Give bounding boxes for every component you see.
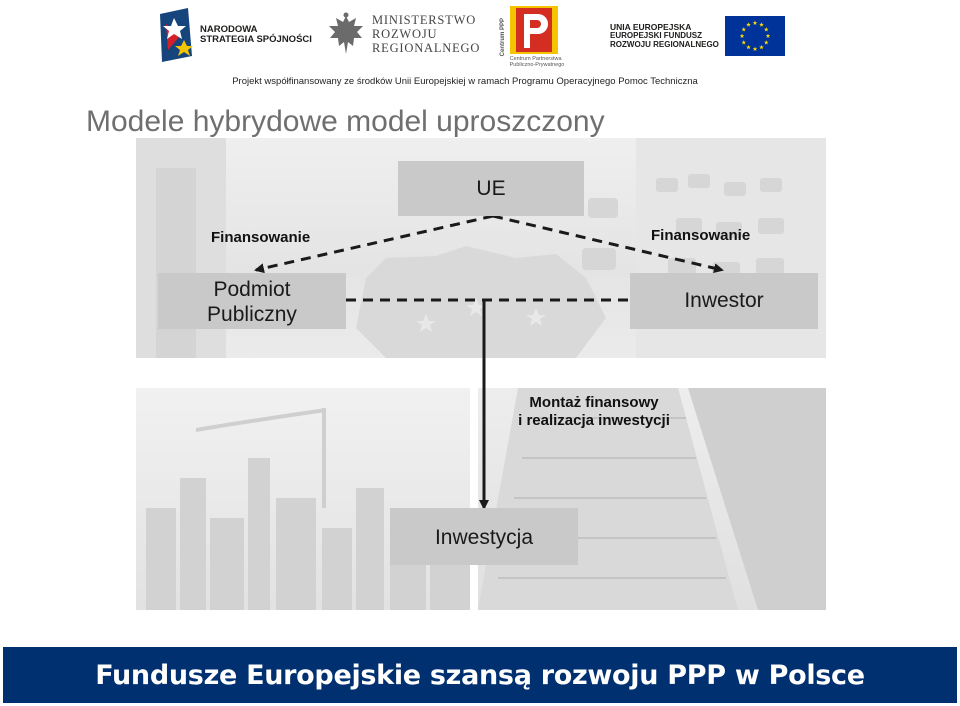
ministry-line1: MINISTERSTWO <box>372 13 477 28</box>
node-ue <box>398 161 584 216</box>
slide-title: Modele hybrydowe model uproszczony <box>86 105 605 138</box>
node-inwestor-label: Inwestor <box>684 289 764 313</box>
node-inwestor <box>630 273 818 329</box>
footer-slogan: Fundusze Europejskie szansą rozwoju PPP w Polsce <box>95 659 865 691</box>
ppp-sub1: Centrum Partnerstwa <box>509 55 562 62</box>
node-inwestycja <box>390 508 578 565</box>
node-podmiot-label-line1: Podmiot <box>213 277 291 301</box>
ministry-line2: ROZWOJU <box>372 27 438 42</box>
edge-label-financing-left: Finansowanie <box>211 229 311 246</box>
eu-line1: UNIA EUROPEJSKA <box>610 21 692 32</box>
project-cofinancing-line: Projekt współfinansowany ze środków Unii Europejskiej w ramach Programu Operacyjnego Pomoc Techniczna <box>232 76 698 87</box>
ministry-line3: REGIONALNEGO <box>372 40 481 55</box>
node-inwestycja-label: Inwestycja <box>434 525 534 549</box>
eu-line3: ROZWOJU REGIONALNEGO <box>610 39 719 49</box>
node-podmiot-publiczny <box>158 273 346 329</box>
eu-line2: EUROPEJSKI FUNDUSZ <box>610 30 703 40</box>
ppp-sub2: Publiczno-Prywatnego <box>509 62 565 68</box>
edge-label-financing-right: Finansowanie <box>651 227 751 244</box>
edge-label-financial-assembly <box>470 394 718 430</box>
ppp-side-label: Centrum PPP <box>500 17 506 57</box>
montaz-line1: Montaż finansowy <box>529 394 659 411</box>
footer-banner <box>3 647 957 703</box>
nss-line2: STRATEGIA SPÓJNOŚCI <box>200 34 312 45</box>
node-podmiot-label-line2: Publiczny <box>207 303 297 326</box>
node-ue-label: UE <box>476 176 506 200</box>
montaz-line2: i realizacja inwestycji <box>518 412 670 429</box>
nss-line1: NARODOWA <box>200 23 258 35</box>
